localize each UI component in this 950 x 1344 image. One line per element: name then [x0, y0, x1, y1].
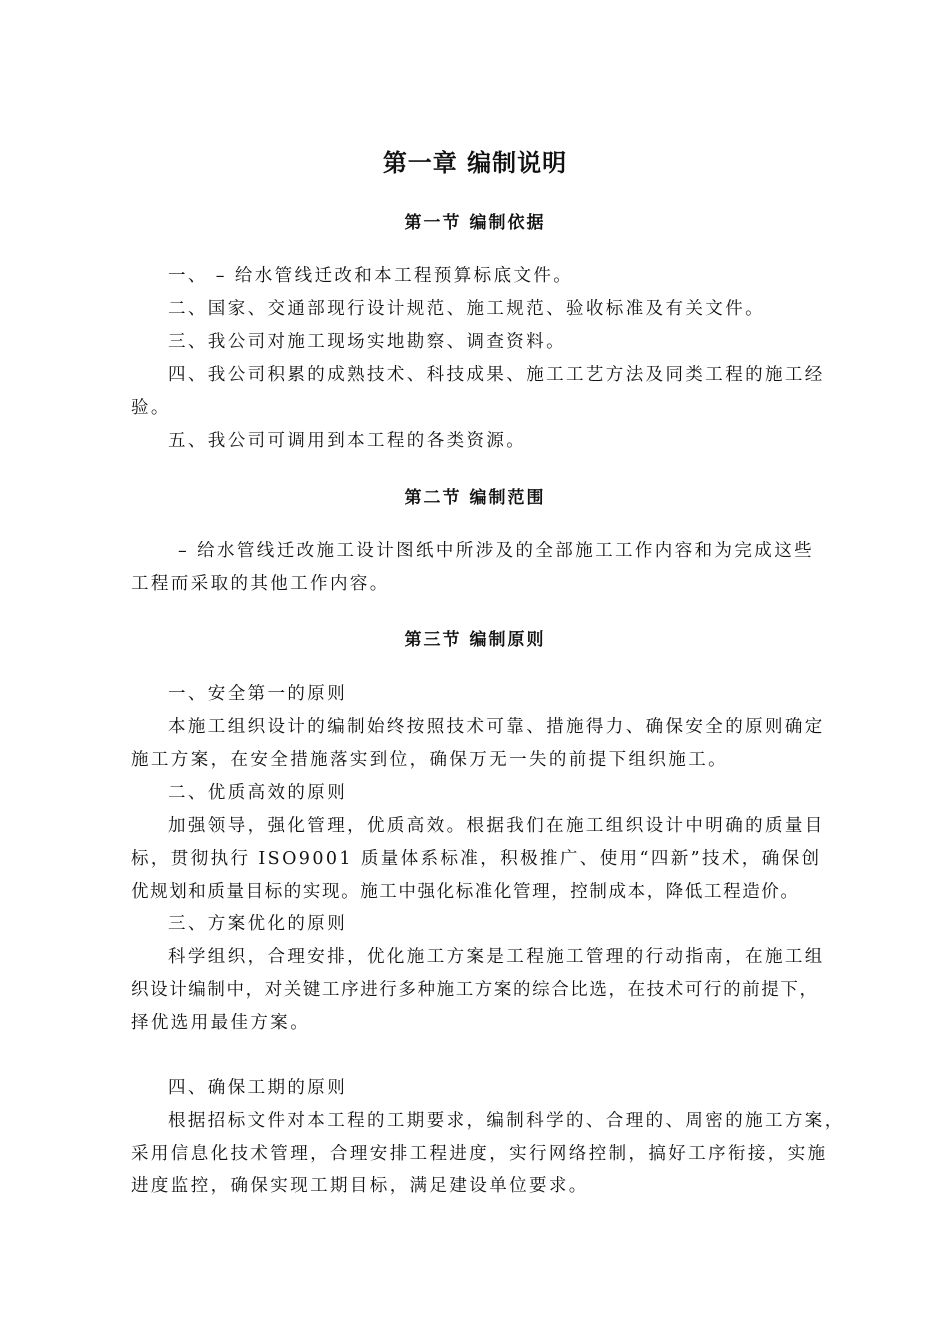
paragraph-line: 采用信息化技术管理，合理安排工程进度，实行网络控制，搞好工序衔接，实施	[131, 1144, 828, 1164]
chapter-title: 第一章 编制说明	[382, 149, 568, 177]
paragraph-line: – 给水管线迁改施工设计图纸中所涉及的全部施工工作内容和为完成这些	[178, 541, 815, 561]
paragraph-line: 三、我公司对施工现场实地勘察、调查资料。	[168, 332, 566, 352]
paragraph-line: 三、方案优化的原则	[168, 914, 348, 934]
paragraph-line: 四、我公司积累的成熟技术、科技成果、施工工艺方法及同类工程的施工经	[168, 365, 825, 385]
paragraph-line: 择优选用最佳方案。	[131, 1013, 311, 1033]
paragraph-line: 一、安全第一的原则	[168, 684, 348, 704]
paragraph-line: 根据招标文件对本工程的工期要求，编制科学的、合理的、周密的施工方案，	[168, 1111, 845, 1131]
section-title-scope: 第二节 编制范围	[404, 488, 546, 508]
section-title-principles: 第三节 编制原则	[404, 630, 546, 650]
paragraph-line: 二、优质高效的原则	[168, 783, 348, 803]
paragraph-line: 科学组织，合理安排，优化施工方案是工程施工管理的行动指南，在施工组	[168, 947, 825, 967]
paragraph-line: 织设计编制中，对关键工序进行多种施工方案的综合比选，在技术可行的前提下，	[131, 980, 819, 1000]
paragraph-line: 工程而采取的其他工作内容。	[131, 574, 390, 594]
paragraph-line: 验。	[131, 398, 171, 418]
paragraph-line: 本施工组织设计的编制始终按照技术可靠、措施得力、确保安全的原则确定	[168, 717, 825, 737]
paragraph-line: 五、我公司可调用到本工程的各类资源。	[168, 431, 527, 451]
paragraph-line: 加强领导，强化管理，优质高效。根据我们在施工组织设计中明确的质量目	[168, 816, 825, 836]
paragraph-line: 一、 – 给水管线迁改和本工程预算标底文件。	[168, 266, 574, 286]
paragraph-line: 四、确保工期的原则	[168, 1078, 348, 1098]
paragraph-line: 优规划和质量目标的实现。施工中强化标准化管理，控制成本，降低工程造价。	[131, 882, 800, 902]
paragraph-line: 进度监控，确保实现工期目标，满足建设单位要求。	[131, 1176, 589, 1196]
paragraph-line: 二、国家、交通部现行设计规范、施工规范、验收标准及有关文件。	[168, 299, 765, 319]
paragraph-line: 施工方案，在安全措施落实到位，确保万无一失的前提下组织施工。	[131, 750, 728, 770]
section-title-basis: 第一节 编制依据	[404, 213, 546, 233]
paragraph-line: 标，贯彻执行 ISO9001 质量体系标准，积极推广、使用“四新”技术，确保创	[131, 849, 822, 869]
